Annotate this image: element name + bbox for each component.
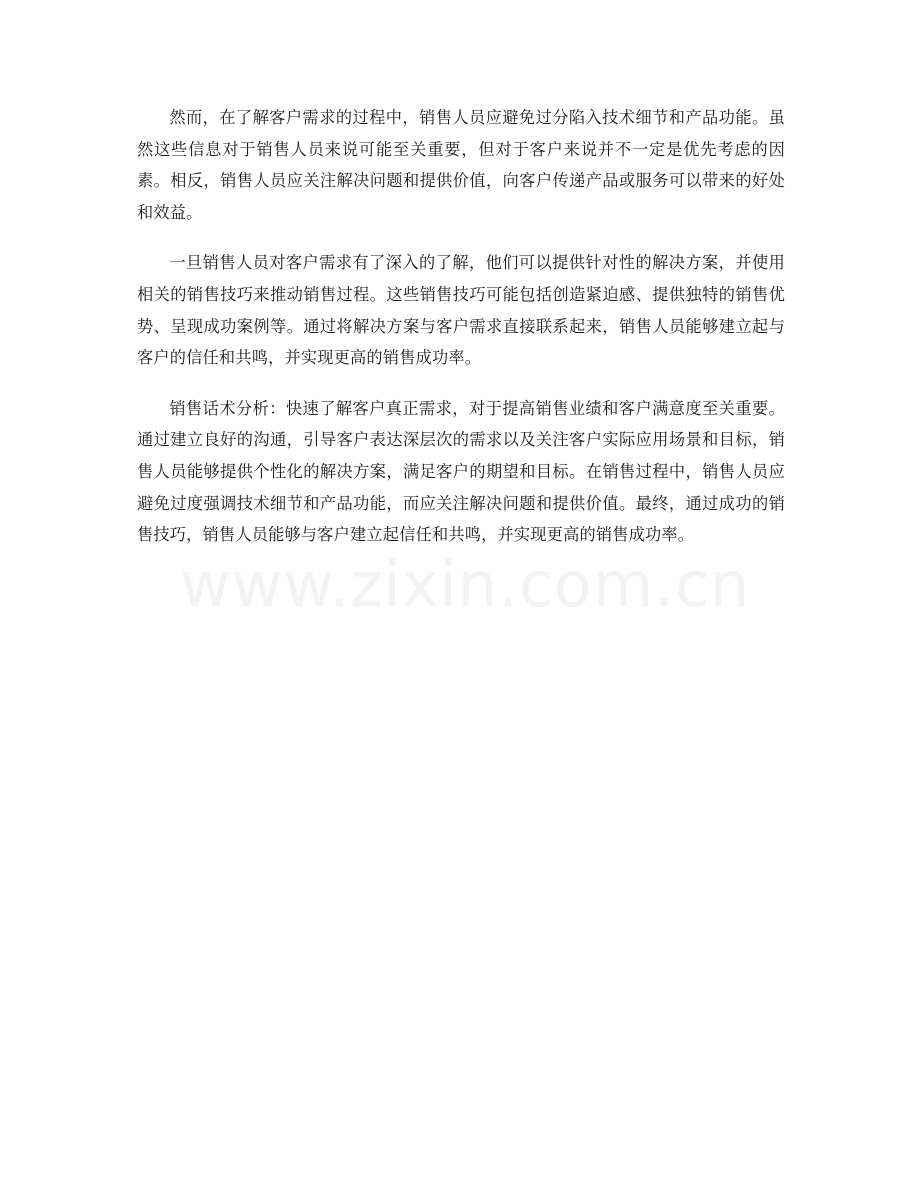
document-body	[137, 102, 785, 570]
paragraph-2: 一旦销售人员对客户需求有了深入的了解，他们可以提供针对性的解决方案，并使用相关的销售技巧来推动销售过程。这些销售技巧可能包括创造紧迫感、提供独特的销售优势、呈现成功案例等。通过将解决方案与客户需求直接联系起来，销售人员能够建立起与客户的信任和共鸣，并实现更高的销售成功率。	[137, 253, 785, 368]
paragraph-3: 销售话术分析：快速了解客户真正需求，对于提高销售业绩和客户满意度至关重要。通过建立良好的沟通，引导客户表达深层次的需求以及关注客户实际应用场景和目标，销售人员能够提供个性化的解决方案，满足客户的期望和目标。在销售过程中，销售人员应避免过度强调技术细节和产品功能，而应关注解决问题和提供价值。最终，通过成功的销售技巧，销售人员能够与客户建立起信任和共鸣，并实现更高的销售成功率。	[137, 398, 785, 545]
watermark: www.zixin.com.cn	[180, 548, 751, 621]
paragraph-1: 然而，在了解客户需求的过程中，销售人员应避免过分陷入技术细节和产品功能。虽然这些信息对于销售人员来说可能至关重要，但对于客户来说并不一定是优先考虑的因素。相反，销售人员应关注解决问题和提供价值，向客户传递产品或服务可以带来的好处和效益。	[137, 108, 785, 222]
